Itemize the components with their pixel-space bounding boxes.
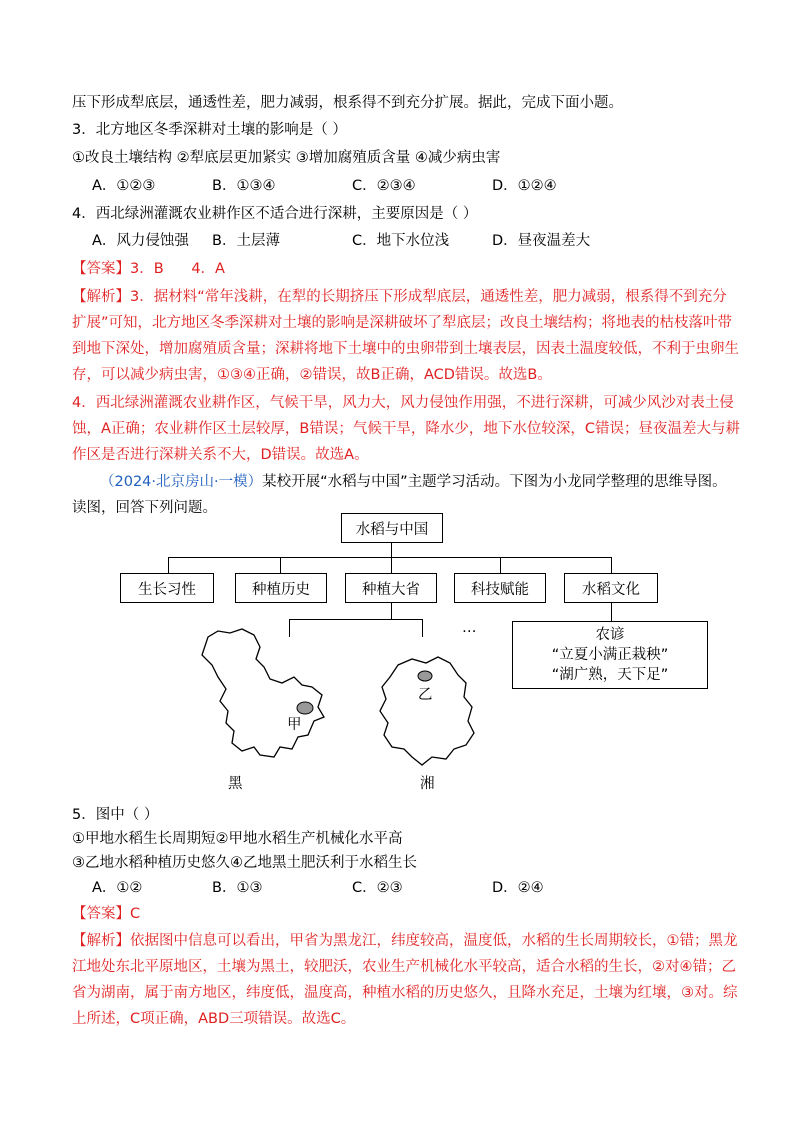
node-growth-habit: 生长习性 [120, 573, 214, 603]
node-rice-culture: 水稻文化 [564, 573, 658, 603]
heilongjiang-outline [202, 629, 324, 757]
analysis-5-line-0 [72, 931, 738, 951]
map-label-yi: 乙 [418, 687, 433, 703]
answer-5 [72, 904, 140, 924]
connector [289, 619, 422, 620]
analysis-3-line-0 [72, 287, 727, 307]
analysis-4-line-0: 4．西北绿洲灌溉农业耕作区，气候干旱，风力大，风力侵蚀作用强，不进行深耕，可减少风沙对表土侵 [72, 395, 734, 411]
connector [500, 557, 501, 573]
q5-option-b[interactable]: B．①③ [212, 880, 263, 896]
connector [168, 557, 169, 573]
analysis-3-line-2: 到地下深处，增加腐殖质含量；深耕将地下土壤中的虫卵带到土壤表层，因表土温度较低，不利于虫卵生 [72, 341, 739, 357]
q4-option-c[interactable]: C．地下水位浅 [352, 233, 450, 249]
q5-option-c[interactable]: C．②③ [352, 880, 403, 896]
answer-text: 3．B 4．A [130, 261, 225, 277]
answer-label: 【答案】 [72, 261, 130, 277]
heilongjiang-map [190, 625, 340, 765]
node-technology: 科技赋能 [454, 573, 546, 603]
map-label-jia: 甲 [287, 717, 302, 733]
analysis-4-line-2: 作区是否进行深耕关系不大，D错误。故选A。 [72, 447, 369, 463]
map-label-hei: 黑 [228, 776, 243, 792]
analysis-5-line-2: 省为湖南，属于南方地区，纬度低，温度高，种植水稻的历史悠久，且降水充足，土壤为红壤，③对。综 [72, 985, 738, 1001]
map-label-xiang: 湘 [420, 776, 435, 792]
q4-option-b[interactable]: B．土层薄 [212, 233, 280, 249]
node-planting-history: 种植历史 [235, 573, 327, 603]
connector [280, 557, 281, 573]
connector [611, 557, 612, 573]
q3-items: ①改良土壤结构 ②犁底层更加紧实 ③增加腐殖质含量 ④减少病虫害 [72, 150, 501, 166]
source-line-2: 读图，回答下列问题。 [72, 500, 217, 516]
proverb-title: 农谚 [595, 627, 625, 643]
analysis-label: 【解析】 [72, 933, 130, 949]
q5-option-a[interactable]: A．①② [92, 880, 143, 896]
proverb-2: “湖广熟，天下足” [551, 667, 669, 683]
answer-text: C [130, 906, 141, 922]
analysis-text: 依据图中信息可以看出，甲省为黑龙江，纬度较高，温度低，水稻的生长周期较长，①错；黑龙 [130, 933, 738, 949]
q3-option-a[interactable]: A．①②③ [92, 178, 156, 194]
connector [611, 603, 612, 621]
connector [422, 619, 423, 637]
source-tag[interactable]: （2024·北京房山·一模） [100, 474, 263, 490]
q3-option-b[interactable]: B．①③④ [212, 178, 276, 194]
intro-tail: 压下形成犁底层，通透性差，肥力减弱，根系得不到充分扩展。据此，完成下面小题。 [72, 95, 623, 111]
q5-item-2: ③乙地水稻种植历史悠久④乙地黑土肥沃利于水稻生长 [72, 855, 417, 871]
analysis-3-line-3: 存，可以减少病虫害，①③④正确，②错误，故B正确，ACD错误。故选B。 [72, 367, 552, 383]
proverb-box [512, 621, 708, 689]
connector [168, 557, 611, 558]
analysis-5-line-3: 上所述，C项正确，ABD三项错误。故选C。 [72, 1011, 356, 1027]
analysis-4-line-1: 蚀，A正确；农业耕作区土层较厚，B错误；气候干旱，降水少，地下水位较深，C错误；昼夜温差大与耕 [72, 421, 740, 437]
connector [391, 543, 392, 557]
q4-option-a[interactable]: A．风力侵蚀强 [92, 233, 189, 249]
q4-option-d[interactable]: D．昼夜温差大 [492, 233, 591, 249]
analysis-3-line-1: 扩展”可知，北方地区冬季深耕对土壤的影响是深耕破坏了犁底层；改良土壤结构；将地表的枯枝落叶带 [72, 315, 733, 331]
answer-3-4 [72, 259, 225, 279]
analysis-label: 【解析】 [72, 289, 130, 305]
ellipsis: … [462, 620, 477, 636]
analysis-text: 3．据材料“常年浅耕，在犁的长期挤压下形成犁底层，通透性差，肥力减弱，根系得不到充分 [130, 289, 727, 305]
source-line [100, 472, 727, 492]
q3-option-d[interactable]: D．①②④ [492, 178, 557, 194]
answer-label: 【答案】 [72, 906, 130, 922]
q5-option-d[interactable]: D．②④ [492, 880, 544, 896]
connector [391, 557, 392, 573]
hunan-map [368, 645, 488, 775]
q3-stem: 3．北方地区冬季深耕对土壤的影响是（ ） [72, 122, 347, 138]
source-text: 某校开展“水稻与中国”主题学习活动。下图为小龙同学整理的思维导图。 [262, 474, 727, 490]
analysis-5-line-1: 江地处东北平原地区，土壤为黑土，较肥沃，农业生产机械化水平较高，适合水稻的生长，②对④错；乙 [72, 959, 736, 975]
marker-yi [418, 671, 432, 681]
q5-item-1: ①甲地水稻生长周期短②甲地水稻生产机械化水平高 [72, 831, 403, 847]
q4-stem: 4．西北绿洲灌溉农业耕作区不适合进行深耕，主要原因是（ ） [72, 206, 478, 222]
proverb-1: “立夏小满正栽秧” [551, 647, 669, 663]
q5-stem: 5．图中（ ） [72, 807, 159, 823]
root-node: 水稻与中国 [341, 513, 443, 543]
node-major-provinces: 种植大省 [345, 573, 437, 603]
connector [391, 603, 392, 619]
q3-option-c[interactable]: C．②③④ [352, 178, 416, 194]
